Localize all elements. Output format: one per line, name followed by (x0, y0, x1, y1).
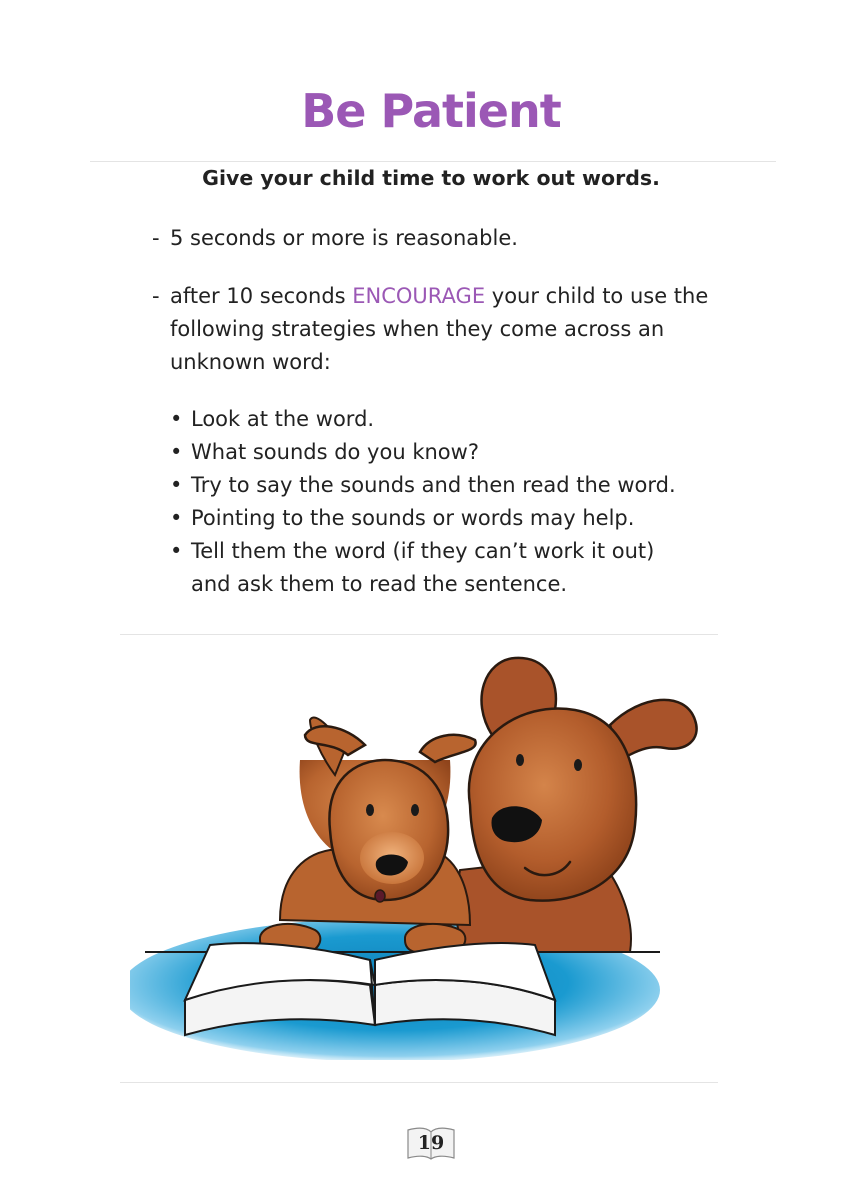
big-dog (469, 658, 697, 901)
dash-marker: - (152, 226, 160, 250)
point-2 (152, 280, 712, 379)
page-number-badge (405, 1124, 457, 1162)
strategy-list (170, 403, 730, 601)
divider-top (90, 161, 776, 162)
two-dogs-reading-illustration (130, 640, 730, 1060)
strategy-item (170, 502, 730, 535)
point-2-line-3: unknown word: (170, 350, 331, 374)
strategy-text-line-1: Tell them the word (if they can’t work it out) (191, 539, 655, 563)
strategy-text: Pointing to the sounds or words may help. (191, 506, 635, 530)
point-1 (152, 222, 712, 255)
strategy-item (170, 403, 730, 436)
strategy-item (170, 436, 730, 469)
bullet-icon: • (170, 473, 183, 497)
page-title: Be Patient (301, 84, 561, 138)
strategy-text: Try to say the sounds and then read the word. (191, 473, 676, 497)
bullet-icon: • (170, 539, 183, 563)
bullet-icon: • (170, 407, 183, 431)
page-subtitle: Give your child time to work out words. (202, 166, 660, 190)
divider-bottom (120, 1082, 718, 1083)
point-2-text-a: after 10 seconds (170, 284, 353, 308)
strategy-item (170, 469, 730, 502)
point-2-text-b: your child to use the (485, 284, 709, 308)
point-2-line-2: following strategies when they come across an (170, 317, 665, 341)
strategy-text-line-2: and ask them to read the sentence. (191, 572, 568, 596)
divider-middle (120, 634, 718, 635)
encourage-highlight: ENCOURAGE (352, 284, 486, 308)
strategy-text (191, 535, 730, 601)
small-dog (260, 717, 476, 952)
page-number: 19 (417, 1132, 445, 1154)
point-1-text: 5 seconds or more is reasonable. (170, 226, 518, 250)
dash-marker: - (152, 284, 160, 308)
bullet-icon: • (170, 506, 183, 530)
bullet-icon: • (170, 440, 183, 464)
strategy-text: What sounds do you know? (191, 440, 479, 464)
point-2-text (170, 280, 712, 379)
strategy-text: Look at the word. (191, 407, 375, 431)
strategy-item (170, 535, 730, 601)
